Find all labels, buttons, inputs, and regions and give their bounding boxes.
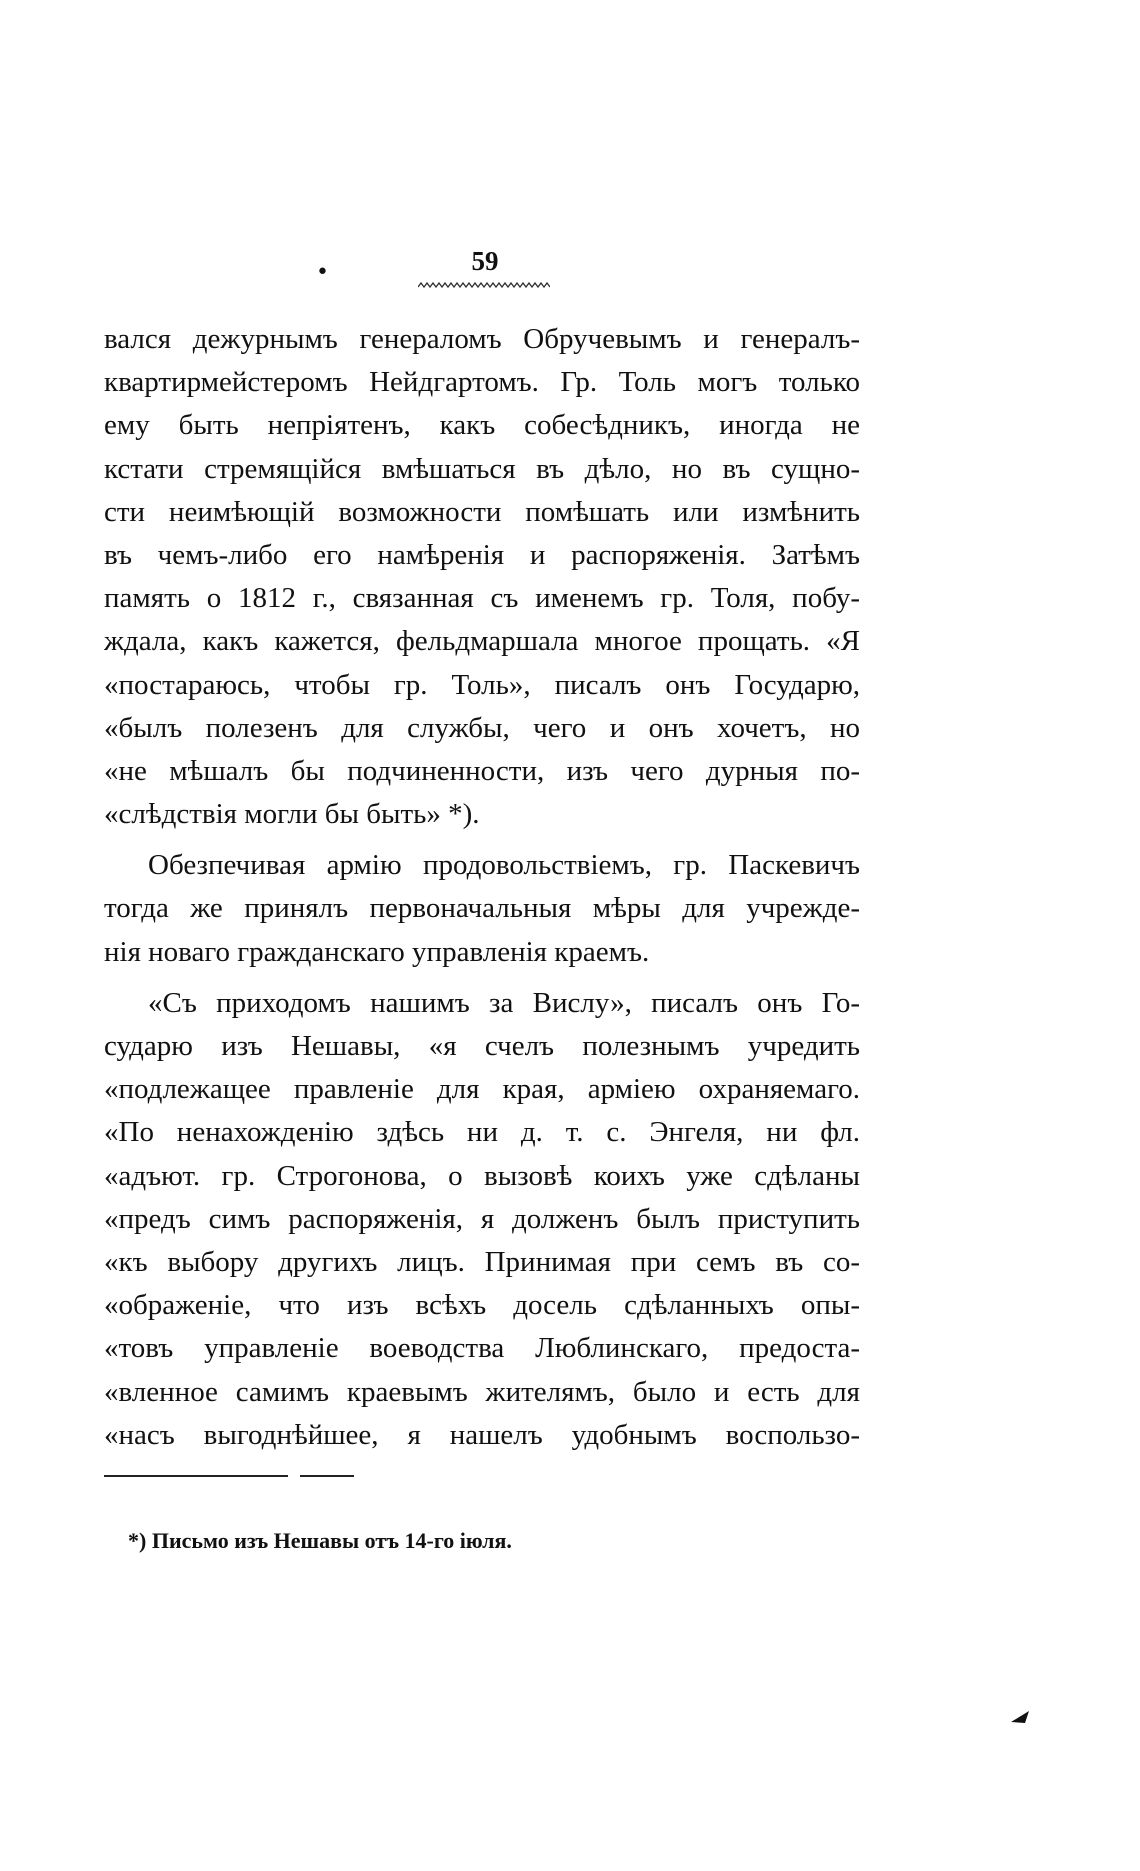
footnote-rule <box>104 1475 288 1477</box>
text-line: «ображеніе, что изъ всѣхъ досель сдѣланныхъ опы- <box>104 1289 860 1322</box>
text-line: «По ненахожденію здѣсь ни д. т. с. Энгеля, ни фл. <box>104 1116 860 1149</box>
text-line: нія новаго гражданскаго управленія краемъ. <box>104 935 650 968</box>
text-line: тогда же принялъ первоначальныя мѣры для учрежде- <box>104 892 860 925</box>
scan-mark-icon <box>1010 1710 1030 1724</box>
text-line: «былъ полезенъ для службы, чего и онъ хочетъ, но <box>104 711 860 744</box>
footnote: *) Письмо изъ Нешавы отъ 14-го іюля. <box>128 1528 512 1553</box>
text-line: «вленное самимъ краевымъ жителямъ, было и есть для <box>104 1375 860 1408</box>
text-line: «адъют. гр. Строгонова, о вызовѣ коихъ уже сдѣланы <box>104 1159 860 1192</box>
text-line: квартирмейстеромъ Нейдгартомъ. Гр. Толь могъ только <box>104 366 860 399</box>
text-line: вался дежурнымъ генераломъ Обручевымъ и генералъ- <box>104 323 860 355</box>
text-line: «подлежащее правленіе для края, арміею охраняемаго. <box>104 1073 860 1106</box>
paragraph-3 <box>104 982 860 1457</box>
text-line: сти неимѣющій возможности помѣшать или измѣнить <box>104 495 860 528</box>
text-line: «насъ выгоднѣйшее, я нашелъ удобнымъ воспользо- <box>104 1418 860 1451</box>
text-line: «слѣдствія могли бы быть» *). <box>104 798 480 831</box>
text-line: «товъ управленіе воеводства Люблинскаго, предоста- <box>104 1332 860 1365</box>
text-line: ждала, какъ кажется, фельдмаршала многое прощать. «Я <box>104 625 860 658</box>
text-line: сударю изъ Нешавы, «я счелъ полезнымъ учредить <box>104 1030 860 1062</box>
page-number-ornament <box>418 280 550 290</box>
text-line: «постараюсь, чтобы гр. Толь», писалъ онъ Государю, <box>104 668 860 701</box>
text-line: «не мѣшалъ бы подчиненности, изъ чего дурныя по- <box>104 754 860 787</box>
text-line: память о 1812 г., связанная съ именемъ гр. Толя, побу- <box>104 582 860 615</box>
footnote-rule-short <box>300 1475 354 1477</box>
page-mark: • <box>316 260 329 285</box>
body-text <box>104 318 860 1457</box>
text-line: кстати стремящійся вмѣшаться въ дѣло, но въ сущно- <box>104 452 860 485</box>
text-line: «Съ приходомъ нашимъ за Вислу», писалъ онъ Го- <box>148 986 860 1019</box>
text-line: «къ выбору другихъ лицъ. Принимая при семъ въ со- <box>104 1245 860 1278</box>
text-line: «предъ симъ распоряженія, я долженъ былъ приступить <box>104 1202 860 1235</box>
text-line: ему быть непріятенъ, какъ собесѣдникъ, иногда не <box>104 409 860 442</box>
text-line: въ чемъ-либо его намѣренія и распоряженія. Затѣмъ <box>104 538 860 571</box>
text-line: Обезпечивая армію продовольствіемъ, гр. Паскевичъ <box>148 849 860 882</box>
paragraph-1 <box>104 318 860 836</box>
page-number: 59 <box>471 246 499 276</box>
paragraph-2 <box>104 844 860 974</box>
